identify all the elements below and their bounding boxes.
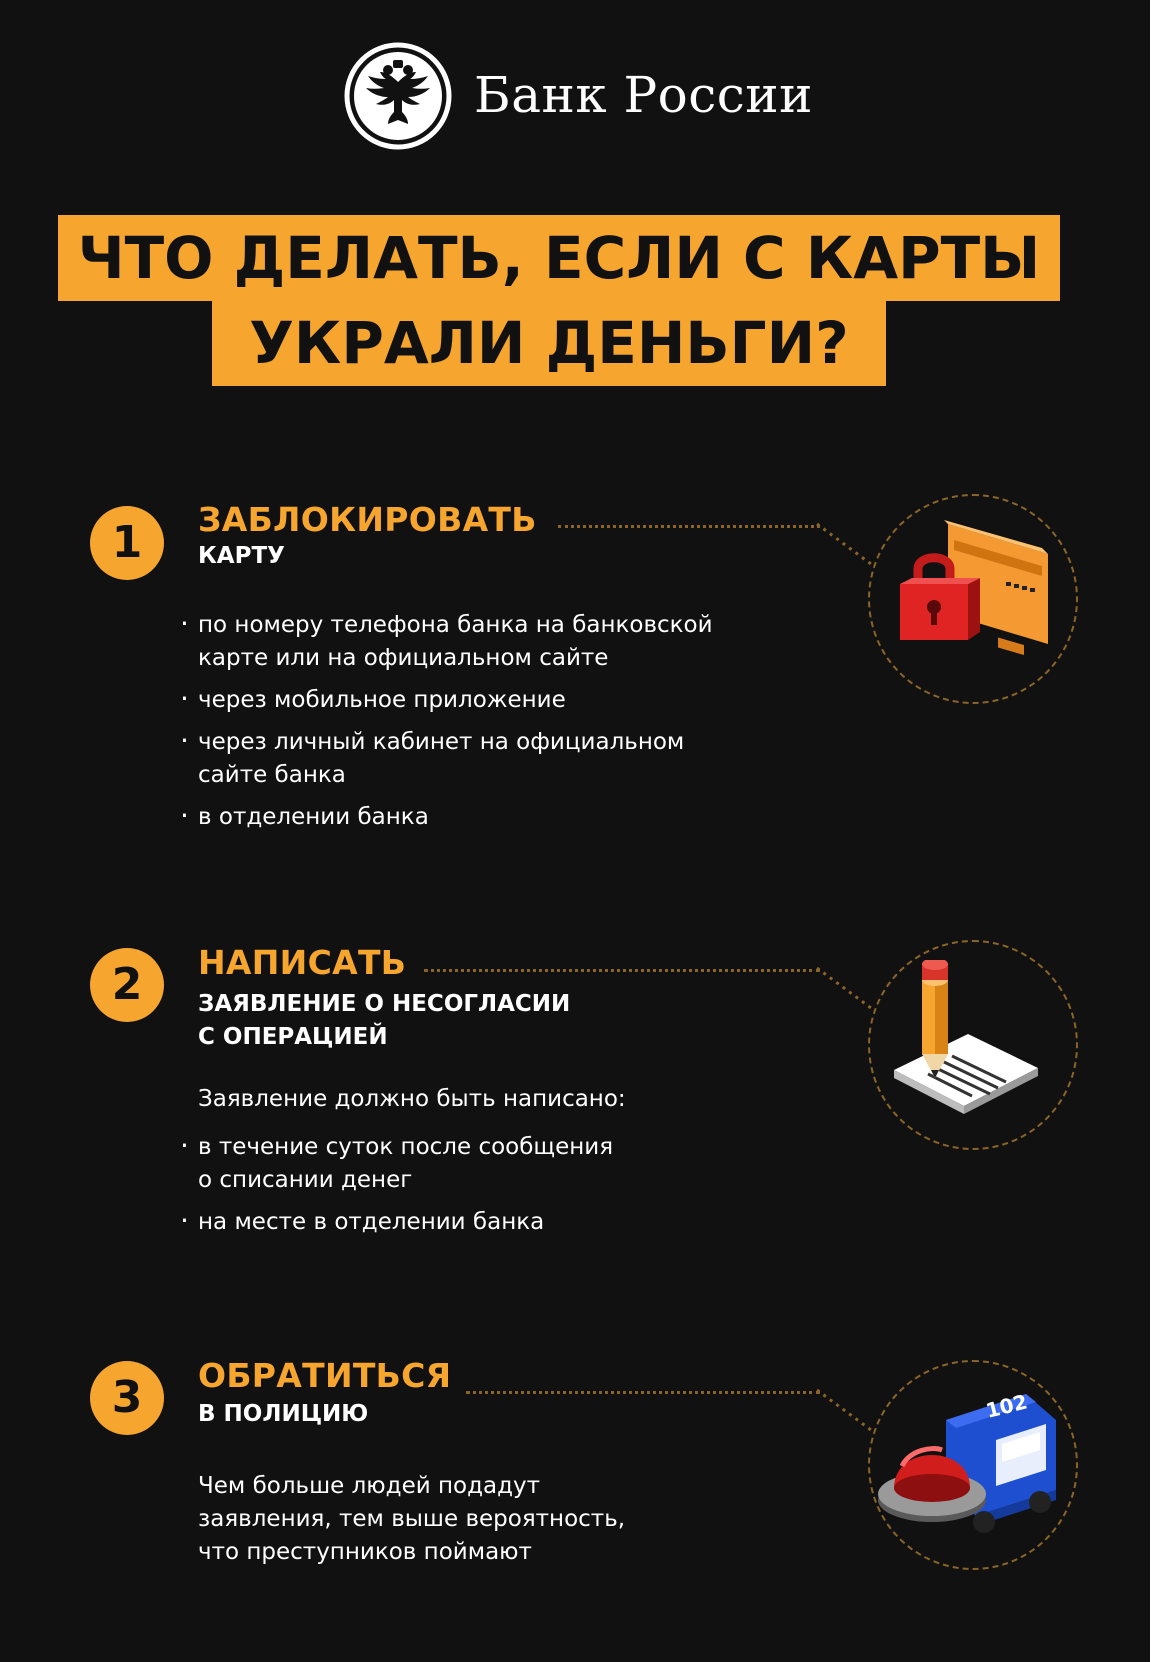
- step-2-subtitle: ЗАЯВЛЕНИЕ О НЕСОГЛАСИИ С ОПЕРАЦИЕЙ: [198, 991, 571, 1050]
- step-3-number: 3: [90, 1361, 164, 1435]
- step-2-dotted-connector-diagonal: [815, 964, 875, 1014]
- step-2-bullet-list: [178, 1131, 613, 1248]
- step-3-dotted-connector: [466, 1391, 820, 1394]
- van-number: 102: [983, 1389, 1030, 1423]
- headline-line-2: УКРАЛИ ДЕНЬГИ?: [212, 300, 886, 386]
- list-item: · на месте в отделении банка: [178, 1206, 613, 1239]
- step-3-subtitle: В ПОЛИЦИЮ: [198, 1401, 369, 1427]
- step-3-title: ОБРАТИТЬСЯ: [198, 1356, 452, 1395]
- list-item: · в течение суток после сообщения о списании денег: [178, 1131, 613, 1197]
- list-item: · по номеру телефона банка на банковской карте или на официальном сайте: [178, 609, 713, 675]
- pencil-document-icon: [888, 960, 1058, 1130]
- brand-name: Банк России: [474, 66, 813, 124]
- step-3-dotted-connector-diagonal: [815, 1386, 875, 1436]
- list-item: · в отделении банка: [178, 801, 713, 834]
- step-1-dotted-connector: [558, 525, 820, 528]
- step-1-dotted-connector-diagonal: [815, 520, 875, 570]
- headline-line-1: ЧТО ДЕЛАТЬ, ЕСЛИ С КАРТЫ: [58, 215, 1060, 301]
- page-edge: [1150, 0, 1163, 1662]
- step-2-dotted-connector: [424, 969, 820, 972]
- step-1-subtitle: КАРТУ: [198, 543, 285, 569]
- step-1-bullet-list: [178, 609, 713, 843]
- step-2-number: 2: [90, 948, 164, 1022]
- step-3-description: Чем больше людей подадут заявления, тем выше вероятность, что преступников поймают: [198, 1473, 626, 1565]
- step-2-title: НАПИСАТЬ: [198, 943, 407, 982]
- list-item: · через мобильное приложение: [178, 684, 713, 717]
- step-1-title: ЗАБЛОКИРОВАТЬ: [198, 500, 537, 539]
- list-item: · через личный кабинет на официальном сайте банка: [178, 726, 713, 792]
- bank-of-russia-eagle-logo-icon: [344, 42, 452, 150]
- step-1-number: 1: [90, 506, 164, 580]
- locked-bank-card-icon: [888, 514, 1058, 684]
- step-2-intro: Заявление должно быть написано:: [198, 1086, 626, 1112]
- police-car-siren-icon: [876, 1380, 1062, 1550]
